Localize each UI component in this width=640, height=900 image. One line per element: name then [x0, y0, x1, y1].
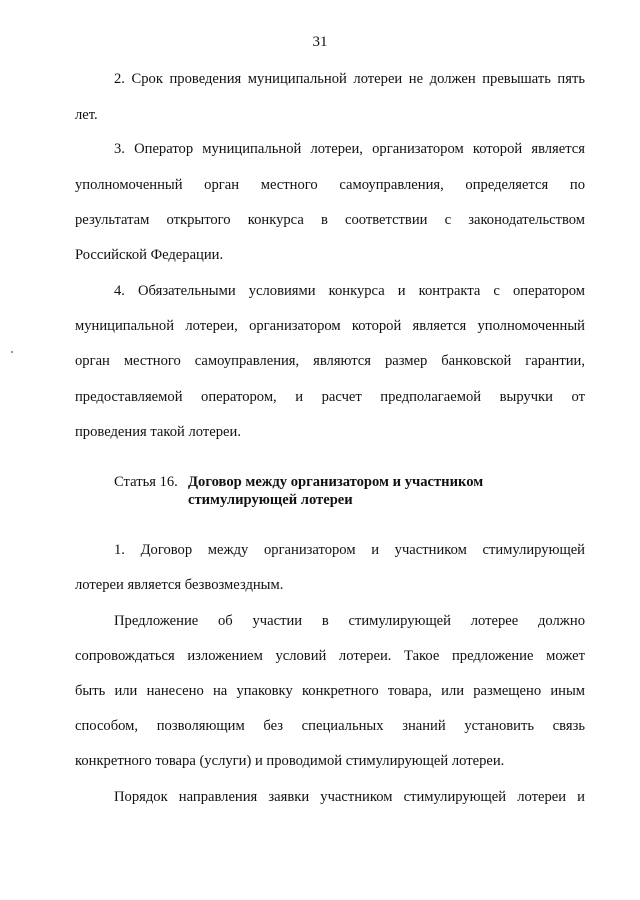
text-line: сопровождаться изложением условий лотереи. Такое предложение может: [75, 648, 585, 664]
text-line: 2. Срок проведения муниципальной лотереи не должен превышать пять: [114, 71, 585, 87]
text-line: Российской Федерации.: [75, 247, 224, 263]
article-label: Статья 16.: [114, 474, 178, 490]
text-line: предоставляемой оператором, и расчет предполагаемой выручки от: [75, 389, 585, 405]
text-line: конкретного товара (услуги) и проводимой стимулирующей лотереи.: [75, 753, 505, 769]
text-line: быть или нанесено на упаковку конкретного товара, или размещено иным: [75, 683, 585, 699]
margin-mark: [11, 351, 13, 353]
text-line: уполномоченный орган местного самоуправления, определяется по: [75, 177, 585, 193]
text-line: способом, позволяющим без специальных знаний установить связь: [75, 718, 585, 734]
text-line: орган местного самоуправления, являются размер банковской гарантии,: [75, 353, 585, 369]
text-line: муниципальной лотереи, организатором которой является уполномоченный: [75, 318, 585, 334]
text-line: 3. Оператор муниципальной лотереи, организатором которой является: [114, 141, 585, 157]
article-title-line-1: Договор между организатором и участником: [188, 474, 484, 490]
text-line: проведения такой лотереи.: [75, 424, 241, 440]
page-number: 31: [312, 34, 328, 50]
text-line: Предложение об участии в стимулирующей лотерее должно: [114, 613, 585, 629]
article-title-line-2: стимулирующей лотереи: [188, 492, 353, 508]
text-line: 1. Договор между организатором и участником стимулирующей: [114, 542, 585, 558]
text-line: лотереи является безвозмездным.: [75, 577, 284, 593]
text-line: Порядок направления заявки участником стимулирующей лотереи и: [114, 789, 585, 805]
text-line: результатам открытого конкурса в соответствии с законодательством: [75, 212, 585, 228]
text-line: лет.: [75, 107, 98, 123]
text-line: 4. Обязательными условиями конкурса и контракта с оператором: [114, 283, 585, 299]
